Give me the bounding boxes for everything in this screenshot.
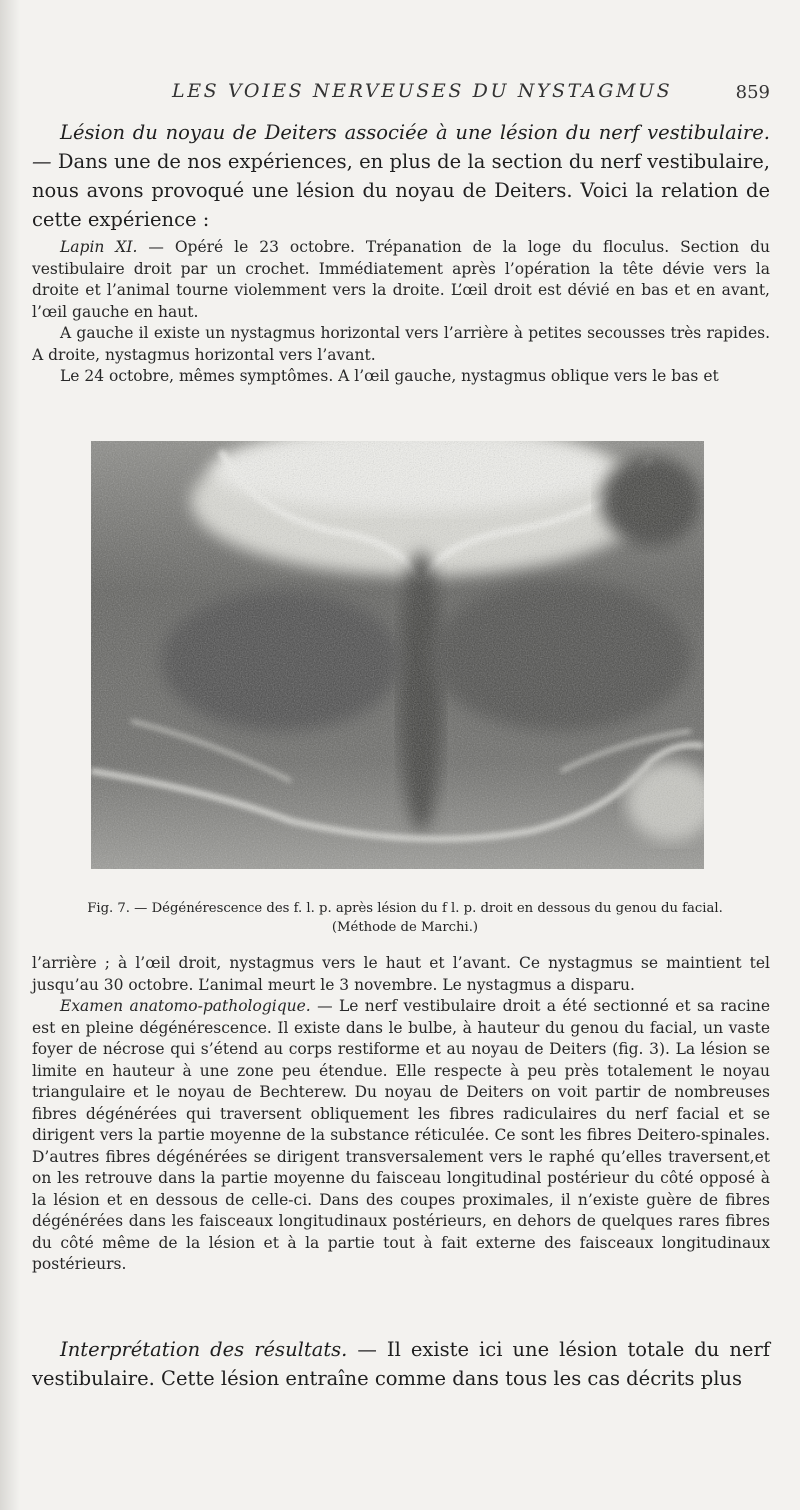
interp-text: — Il existe ici une lésion totale du nerf vestibulaire. Cette lésion entraîne comme dans tous les cas décrits plus — [32, 1338, 771, 1390]
caption-line-2: (Méthode de Marchi.) — [331, 920, 479, 935]
caption-line-1: Fig. 7. — Dégénérescence des f. l. p. après lésion du f l. p. droit en dessous du genou du facial. — [87, 901, 723, 916]
case-paragraph-3: Le 24 octobre, mêmes symptômes. A l’œil gauche, nystagmus oblique vers le bas et — [60, 367, 719, 385]
intro-lead: Lésion du noyau de Deiters associée à une lésion du nerf vestibulaire. — — [32, 121, 770, 173]
figure-caption — [60, 899, 750, 937]
micrograph-image — [91, 441, 704, 869]
running-title: LES VOIES NERVEUSES DU NYSTAGMUS — [172, 80, 673, 102]
exam-title: Examen anatomo-pathologique. — [60, 997, 311, 1015]
running-head — [0, 80, 800, 106]
micrograph-figure — [91, 441, 704, 869]
interp-lead: Interprétation des résultats. — [60, 1338, 348, 1361]
case-report — [32, 237, 770, 388]
after-paragraph-1: l’arrière ; à l’œil droit, nystagmus vers le haut et l’avant. Ce nystagmus se maintient tel jusqu’au 30 octobre. L’animal meurt le 3 novembre. Le nystagmus a disparu. — [32, 954, 770, 994]
page-edge-shadow — [0, 0, 20, 1510]
page-number: 859 — [735, 82, 770, 103]
case-title: Lapin XI. — [60, 238, 138, 256]
exam-section — [32, 953, 770, 1276]
intro-text: Dans une de nos expériences, en plus de la section du nerf vestibulaire, nous avons provoqué une lésion du noyau de Deiters. Voici la relation de cette expérience : — [32, 150, 771, 231]
case-paragraph-2: A gauche il existe un nystagmus horizontal vers l’arrière à petites secousses très rapides. A droite, nystagmus horizontal vers l’avant. — [32, 324, 770, 364]
case-paragraph-1: — Opéré le 23 octobre. Trépanation de la loge du floculus. Section du vestibulaire droit par un crochet. Immédiatement après l’opération la tête dévie vers la droite et l’animal tourne violemment vers la droite. L’œil droit est dévié en bas et en avant, l’œil gauche en haut. — [32, 238, 770, 321]
interpretation-paragraph — [32, 1335, 770, 1393]
intro-paragraph — [32, 118, 770, 234]
exam-paragraph: — Le nerf vestibulaire droit a été sectionné et sa racine est en pleine dégénérescence. Il existe dans le bulbe, à hauteur du genou du facial, un vaste foyer de nécrose qui s’étend au corps restiforme et au noyau de Deiters (fig. 3). La lésion se limite en hauteur à une zone peu étendue. Elle respecte à peu près totalement le noyau triangulaire et le noyau de Bechterew. Du noyau de Deiters on voit partir de nombreuses fibres dégénérées qui traversent obliquement les fibres radiculaires du nerf facial et se dirigent vers la partie moyenne de la substance réticulée. Ce sont les fibres Deitero-spinales. D’autres fibres dégénérées se dirigent transversalement vers le raphé qu’elles traversent,et on les retrouve dans la partie moyenne du faisceau longitudinal postérieur du côté opposé à la lésion et en dessous de celle-ci. Dans des coupes proximales, il n’existe guère de fibres dégénérées dans les faisceaux longitudinaux postérieurs, en dehors de quelques rares fibres du côté même de la lésion et à la partie tout à fait externe des faisceaux longitudinaux postérieurs. — [32, 997, 771, 1273]
